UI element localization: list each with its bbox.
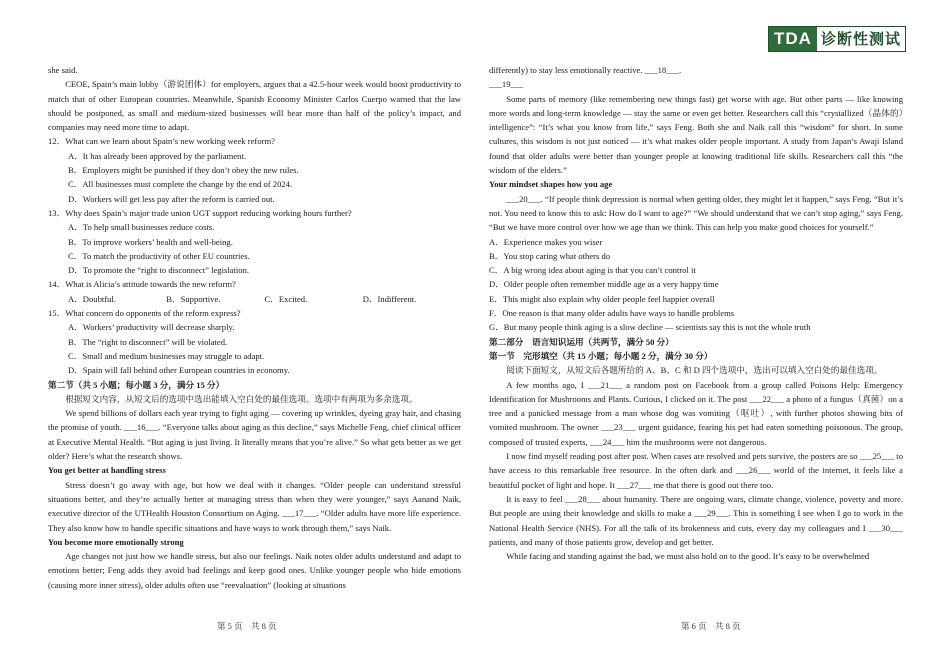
text-paragraph: 12．What can we learn about Spain’s new working week reform?	[48, 136, 275, 147]
right-page-column	[489, 63, 903, 563]
text-paragraph: ___20___. “If people think depression is normal when getting older, they might let it happen,” says Feng. “But it’s not. You need to know this to ask: How do I want to age?” “We should understand that we can’t stop aging,” says Feng. “But we have more control over how we age than we think. This can help you make good choices for yourself.”	[489, 193, 903, 233]
logo-badge	[768, 26, 906, 52]
left-page-column	[48, 63, 461, 592]
text-paragraph: ___19___	[489, 79, 524, 90]
text-paragraph: C．A big wrong idea about aging is that you can’t control it	[489, 265, 696, 276]
answer-options-row	[48, 292, 461, 306]
text-paragraph: 14．What is Alicia’s attitude towards the new reform?	[48, 279, 236, 290]
text-paragraph: B．You stop caring what others do	[489, 250, 611, 261]
text-paragraph: F．One reason is that many older adults have ways to handle problems	[489, 308, 735, 319]
text-paragraph: While facing and standing against the bad, we must also hold on to the good. It’s easy to be overwhelmed	[506, 551, 870, 562]
answer-option: D．Spain will fall behind other European countries in economy.	[68, 365, 290, 376]
text-paragraph: A few months ago, I ___21___ a random post on Facebook from a group called Poisons Help: Emergency Identification for Mushrooms and Plants. Curious, I clicked on it. The post ___22___ a photo of a fungus（真菌）on a tree and a panicked message from a man whose dog was vomiting（呕吐）, with further photos showing bits of vomited mushroom. The owner ___23___ urgent guidance, fearing his pet had eaten something poisonous. The group, composed of trusted experts, ___24___ him the mushrooms were not dangerous.	[489, 379, 903, 447]
answer-option: D．Workers will get less pay after the reform is carried out.	[68, 193, 275, 204]
answer-option: A．To help small businesses reduce costs.	[68, 222, 215, 233]
answer-option: B．Employers might be punished if they don’t obey the new rules.	[68, 165, 299, 176]
text-paragraph: 13．Why does Spain’s major trade union UGT support reducing working hours further?	[48, 207, 352, 218]
text-paragraph: A．Experience makes you wiser	[489, 236, 603, 247]
text-paragraph: 根据短文内容，从短文后的选项中选出能填入空白处的最佳选项。选项中有两项为多余选项。	[65, 393, 418, 404]
page-footer-right: 第 6 页 共 8 页	[681, 621, 741, 631]
answer-option: A．Workers’ productivity will decrease sharply.	[68, 322, 235, 333]
answer-option: C．Excited.	[264, 293, 308, 304]
answer-option: D．To promote the “right to disconnect” legislation.	[68, 265, 250, 276]
page-footer-left: 第 5 页 共 8 页	[217, 621, 277, 631]
text-paragraph: differently) to stay less emotionally reactive. ___18___.	[489, 65, 682, 75]
text-paragraph: 阅读下面短文，从短文后各题所给的 A、B、C 和 D 四个选项中，选出可以填入空白处的最佳选项。	[506, 365, 883, 376]
answer-option: B．The “right to disconnect” will be violated.	[68, 336, 228, 347]
section-heading: You become more emotionally strong	[48, 536, 184, 547]
section-heading: You get better at handling stress	[48, 465, 166, 476]
text-paragraph: We spend billions of dollars each year trying to fight aging — covering up wrinkles, dyeing gray hair, and chasing the promise of youth. ___16___. “Everyone talks about aging as this decline,” says Michelle Feng, chief clinical officer at Executive Mental Health. “But aging is just living. It literally means that you’re alive.” So what gets better as we get older? Here’s what the research shows.	[48, 408, 461, 462]
answer-option: A．Doubtful.	[68, 293, 116, 304]
logo-badge-abbrev: TDA	[769, 27, 817, 51]
part-heading: 第二节（共 5 小题；每小题 3 分，满分 15 分）	[48, 379, 225, 390]
answer-option: C．All businesses must complete the change by the end of 2024.	[68, 179, 293, 190]
answer-option: A．It has already been approved by the parliament.	[68, 150, 247, 161]
text-paragraph: 15．What concern do opponents of the reform express?	[48, 308, 241, 319]
answer-option: B．To improve workers’ health and well-being.	[68, 236, 233, 247]
text-paragraph: I now find myself reading post after post. When cases are resolved and pets survive, the posters are so ___25___ to have access to this remarkable free resource. In the often dark and ___26___ world of the internet, it feels like a beautiful pocket of light and hope. It ___27___ me that there is good out there too.	[489, 451, 903, 490]
text-paragraph: D．Older people often remember middle age as a very happy time	[489, 279, 719, 290]
text-paragraph: Stress doesn’t go away with age, but how we deal with it changes. “Older people can understand stressful situations better, and they’re actually better at managing stress than when they were younger,” says Aanand Naik, executive director of the UTHealth Houston Consortium on Aging. ___17___. “Older adults have more life experience. They also know how to handle specific situations and have ways to work through them,” says Naik.	[48, 479, 461, 533]
answer-option: D．Indifferent.	[362, 293, 417, 304]
text-paragraph: Age changes not just how we handle stress, but also our feelings. Naik notes older adults understand and adapt to emotions better; Feng adds they avoid bad feelings and keep good ones. Unlike younger people who hide emotions (causing more inner stress), older adults often use “reevaluation” (looking at situations	[48, 551, 461, 590]
answer-option: C．Small and medium businesses may struggle to adapt.	[68, 350, 265, 361]
text-paragraph: E．This might also explain why older people feel happier overall	[489, 293, 715, 304]
logo-badge-title: 诊断性测试	[817, 27, 905, 51]
text-paragraph: CEOE, Spain’s main lobby（游说团体）for employers, argues that a 42.5-hour week would boost productivity to match that of other European countries. Meanwhile, Spanish Economy Minister Carlos Cuerpo warned that the law should be postponed, as small and medium-sized businesses will bear more than half of the policy’s impact, and companies may need more time to adapt.	[48, 79, 461, 133]
text-paragraph: G．But many people think aging is a slow decline — scientists say this is not the whole truth	[489, 322, 811, 333]
text-paragraph: Some parts of memory (like remembering new things fast) get worse with age. But other parts — like knowing more words and long-term knowledge — stay the same or even get better. Researchers call this “crystallized（晶体的）intelligence”: “It’s what you know from life,” says Feng. Both she and Naik call this “wisdom” for short. In some cultures, this wisdom is not just noticed — it’s what makes older people important. A study from Japan’s Awaji Island found that older adults were better than younger people at knowing traditional life skills. Researchers call this “the wisdom of the elders.”	[489, 93, 903, 176]
part-heading: 第二部分 语言知识运用（共两节，满分 50 分）	[489, 336, 674, 347]
text-paragraph: It is easy to feel ___28___ about humanity. There are ongoing wars, climate change, violence, poverty and more. But people are using their knowledge and skills to make a ___29___. This is something I see when I go to work in the National Health Service (NHS). For all the talk of its brokenness and cuts, every day my colleagues and I ___30___ patients, and many of those patients grow, develop and get better.	[489, 493, 903, 547]
part-heading: 第一节 完形填空（共 15 小题；每小题 2 分，满分 30 分）	[489, 350, 713, 361]
text-paragraph: she said.	[48, 65, 78, 75]
answer-option: C．To match the productivity of other EU countries.	[68, 250, 250, 261]
answer-option: B．Supportive.	[166, 293, 221, 304]
section-heading: Your mindset shapes how you age	[489, 179, 613, 190]
